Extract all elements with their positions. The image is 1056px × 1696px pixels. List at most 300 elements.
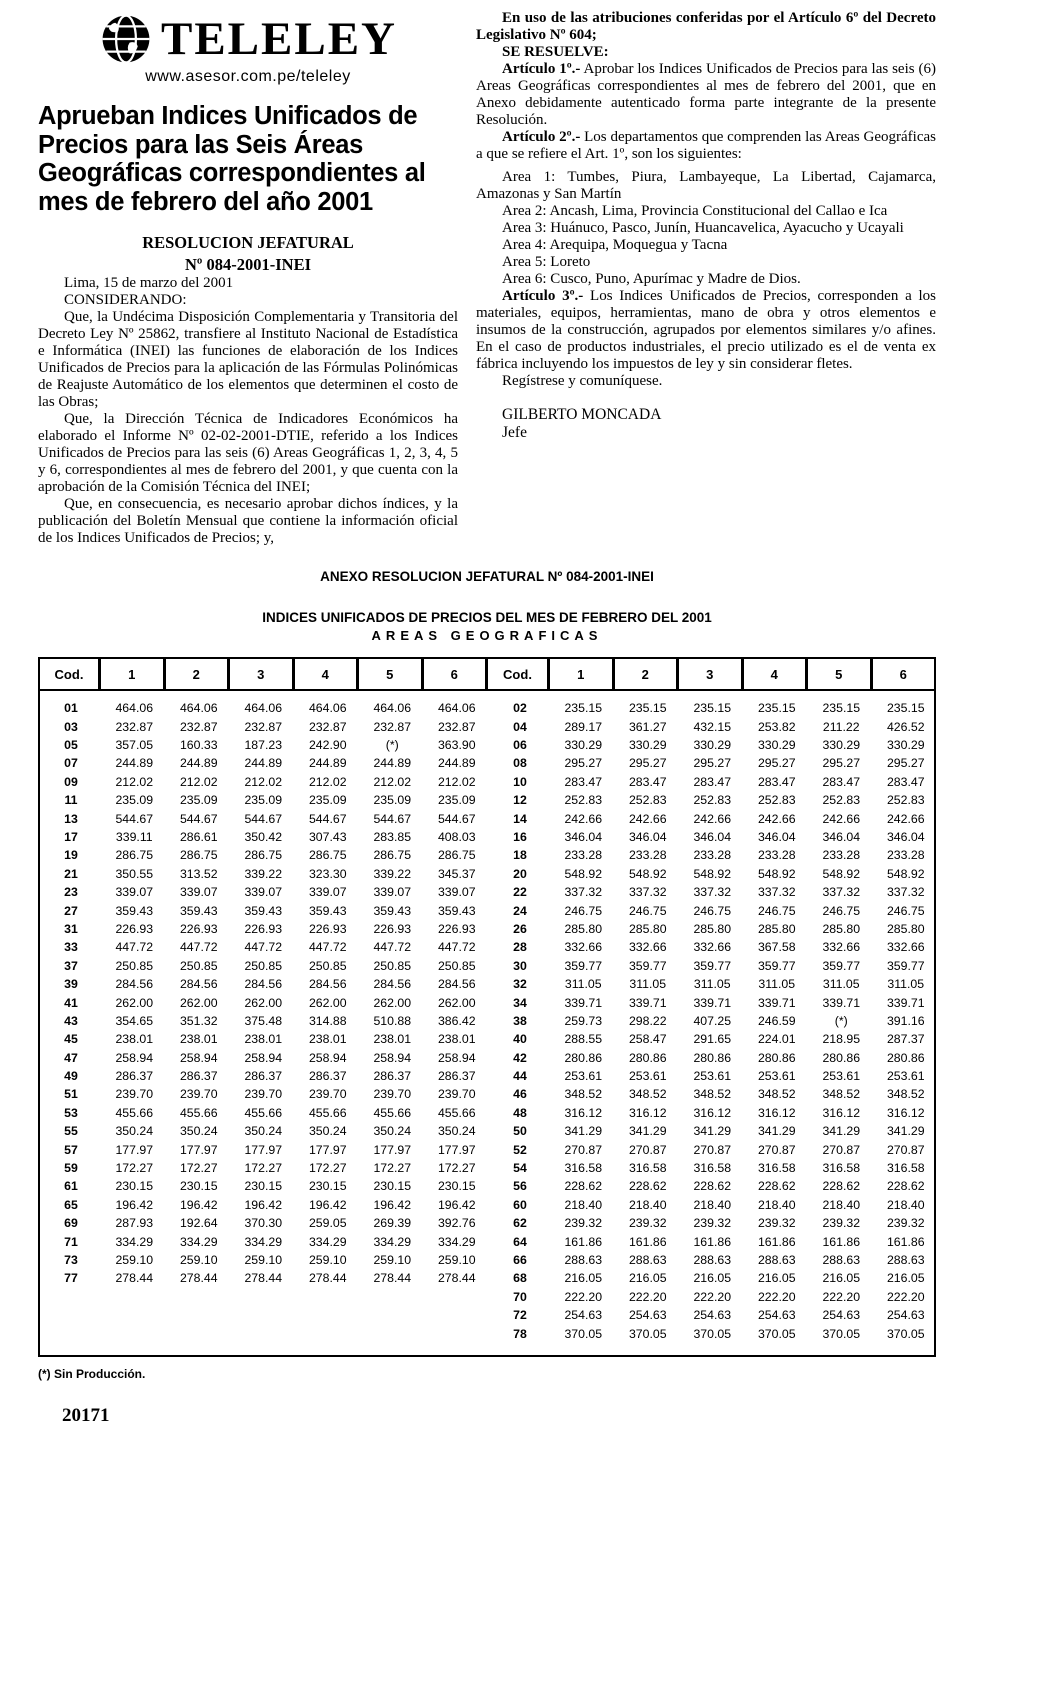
table-value-cell: 548.92 [693, 866, 732, 881]
table-value-cell: 464.06 [244, 701, 283, 716]
table-value-cell: 334.29 [244, 1234, 283, 1249]
table-value-cell: 350.24 [179, 1124, 218, 1139]
table-value-cell: 350.55 [115, 866, 154, 881]
table-value-cell: 258.94 [373, 1050, 412, 1065]
table-value-cell: 228.62 [822, 1179, 861, 1194]
table-value-cell: 316.58 [628, 1161, 667, 1176]
table-value-cell: 218.40 [822, 1197, 861, 1212]
table-value-cell: 254.63 [693, 1308, 732, 1323]
annex-title: ANEXO RESOLUCION JEFATURAL Nº 084-2001-INEI [320, 569, 654, 585]
table-value-cell: 341.29 [757, 1124, 796, 1139]
area-item: Area 5: Loreto [502, 254, 591, 270]
table-value-cell: 295.27 [757, 756, 796, 771]
table-value-cell: 359.77 [757, 958, 796, 973]
table-value-cell: 295.27 [822, 756, 861, 771]
two-column-body [38, 10, 936, 547]
table-value-cell: 286.37 [115, 1069, 154, 1084]
table-value-cell: 239.32 [693, 1216, 732, 1231]
logo-wordmark: TELELEY [160, 12, 398, 65]
table-value-cell: 285.80 [693, 921, 732, 936]
table-value-cell: 455.66 [179, 1105, 218, 1120]
table-value-cell: 339.71 [822, 995, 861, 1010]
table-value-cell: (*) [834, 1013, 848, 1028]
table-value-cell: 235.09 [373, 793, 412, 808]
table-value-cell: 250.85 [179, 958, 218, 973]
table-value-cell: 432.15 [693, 719, 732, 734]
table-row [40, 1030, 934, 1048]
table-value-cell: 235.15 [628, 701, 667, 716]
table-value-cell: 238.01 [308, 1032, 347, 1047]
table-value-cell: 339.07 [437, 885, 476, 900]
table-row [40, 865, 934, 883]
table-value-cell: 339.07 [308, 885, 347, 900]
table-value-cell: 222.20 [693, 1289, 732, 1304]
table-value-cell: 222.20 [628, 1289, 667, 1304]
table-value-cell: 283.47 [564, 774, 603, 789]
table-code-cell: 31 [64, 921, 78, 936]
table-value-cell: 341.29 [886, 1124, 925, 1139]
table-row [40, 1122, 934, 1140]
table-value-cell: 232.87 [308, 719, 347, 734]
table-value-cell: 313.52 [179, 866, 218, 881]
table-code-cell: 32 [513, 977, 527, 992]
table-row [40, 1196, 934, 1214]
table-code-cell: 51 [64, 1087, 78, 1102]
table-code-cell: 39 [64, 977, 78, 992]
table-value-cell: 239.32 [757, 1216, 796, 1231]
table-value-cell: 311.05 [629, 977, 667, 992]
table-row [40, 975, 934, 993]
table-value-cell: 222.20 [886, 1289, 925, 1304]
table-code-cell: 33 [64, 940, 78, 955]
table-value-cell: 253.61 [757, 1069, 796, 1084]
table-value-cell: 311.05 [822, 977, 860, 992]
table-value-cell: 232.87 [179, 719, 218, 734]
table-row [40, 773, 934, 791]
table-value-cell: (*) [385, 738, 399, 753]
table-value-cell: 172.27 [115, 1161, 154, 1176]
table-code-cell: 03 [64, 719, 78, 734]
table-value-cell: 278.44 [373, 1271, 412, 1286]
table-value-cell: 348.52 [693, 1087, 732, 1102]
table-value-cell: 386.42 [437, 1013, 476, 1028]
table-value-cell: 464.06 [373, 701, 412, 716]
table-code-cell: 23 [64, 885, 78, 900]
table-value-cell: 258.94 [308, 1050, 347, 1065]
resolution-title-line1: RESOLUCION JEFATURAL [142, 233, 354, 253]
table-value-cell: 262.00 [373, 995, 412, 1010]
table-value-cell: 288.63 [628, 1252, 667, 1267]
table-value-cell: 464.06 [179, 701, 218, 716]
table-value-cell: 307.43 [308, 829, 347, 844]
table-value-cell: 242.66 [564, 811, 603, 826]
table-value-cell: 447.72 [308, 940, 347, 955]
table-code-cell: 57 [64, 1142, 78, 1157]
table-code-cell: 48 [513, 1105, 527, 1120]
table-value-cell: 330.29 [757, 738, 796, 753]
table-value-cell: 339.71 [628, 995, 667, 1010]
page-number: 20171 [62, 1404, 110, 1426]
table-value-cell: 172.27 [373, 1161, 412, 1176]
table-value-cell: 350.24 [308, 1124, 347, 1139]
table-value-cell: 233.28 [886, 848, 925, 863]
table-value-cell: 254.63 [564, 1308, 603, 1323]
table-value-cell: 330.29 [886, 738, 925, 753]
table-value-cell: 242.66 [757, 811, 796, 826]
table-value-cell: 280.86 [757, 1050, 796, 1065]
table-value-cell: 226.93 [179, 921, 218, 936]
table-code-cell: 17 [64, 829, 78, 844]
table-value-cell: 177.97 [244, 1142, 283, 1157]
table-value-cell: 548.92 [822, 866, 861, 881]
table-value-cell: 426.52 [886, 719, 925, 734]
table-code-cell: 08 [513, 756, 527, 771]
table-value-cell: 196.42 [308, 1197, 347, 1212]
table-value-cell: 218.40 [886, 1197, 925, 1212]
table-value-cell: 284.56 [179, 977, 218, 992]
table-row [40, 1048, 934, 1066]
table-code-cell: 09 [64, 774, 78, 789]
articulo-1-label: Artículo 1º.- [502, 61, 581, 77]
table-value-cell: 280.86 [886, 1050, 925, 1065]
table-value-cell: 239.32 [628, 1216, 667, 1231]
signature-name: GILBERTO MONCADA [502, 406, 662, 423]
table-value-cell: 177.97 [115, 1142, 154, 1157]
table-code-cell: 72 [513, 1308, 527, 1323]
table-value-cell: 337.32 [886, 885, 925, 900]
table-row [40, 1140, 934, 1158]
table-value-cell: 350.24 [373, 1124, 412, 1139]
table-value-cell: 283.47 [693, 774, 732, 789]
table-value-cell: 339.71 [693, 995, 732, 1010]
articulo-3-text: Los Indices Unificados de Precios, corresponden a los materiales, equipos, herramientas, mano de obra y otros elementos e insumos de la construcción, agrupados por elementos similares y/o afines. En el caso de productos industriales, el precio utilizado es el de venta ex fábrica incluyendo los impuestos de ley y sin considerar fletes. [476, 288, 936, 372]
table-value-cell: 259.10 [244, 1252, 283, 1267]
table-header-row [38, 657, 936, 691]
annex-subtitle: INDICES UNIFICADOS DE PRECIOS DEL MES DE FEBRERO DEL 2001 [262, 610, 712, 626]
table-value-cell: 253.61 [628, 1069, 667, 1084]
table-value-cell: 218.40 [757, 1197, 796, 1212]
table-value-cell: 283.47 [628, 774, 667, 789]
table-value-cell: 283.47 [886, 774, 925, 789]
table-value-cell: 253.82 [757, 719, 796, 734]
table-value-cell: 259.10 [373, 1252, 412, 1267]
area-item: Area 1: Tumbes, Piura, Lambayeque, La Libertad, Cajamarca, Amazonas y San Martín [476, 169, 936, 202]
table-value-cell: 370.05 [564, 1326, 603, 1341]
resolution-title-line2: Nº 084-2001-INEI [185, 254, 311, 274]
table-row [40, 791, 934, 809]
table-value-cell: 359.77 [886, 958, 925, 973]
table-code-cell: 04 [513, 719, 527, 734]
left-column [38, 10, 458, 547]
table-value-cell: 253.61 [886, 1069, 925, 1084]
table-code-cell: 12 [513, 793, 527, 808]
table-value-cell: 278.44 [115, 1271, 154, 1286]
table-header-cell: 3 [229, 657, 294, 691]
table-value-cell: 316.12 [564, 1105, 603, 1120]
considerando-paragraph: Que, la Dirección Técnica de Indicadores Económicos ha elaborado el Informe Nº 02-02-2001-DTIE, referido a los Indices Unificados de Precios para las seis (6) Areas Geográficas 1, 2, 3, 4, 5 y 6, correspondientes al mes de febrero del 2001, y que cuenta con la aprobación de la Comisión Técnica del INEI; [38, 411, 458, 496]
table-code-cell: 21 [64, 866, 78, 881]
table-value-cell: 196.42 [373, 1197, 412, 1212]
table-value-cell: 226.93 [115, 921, 154, 936]
table-header-cell: 6 [872, 657, 937, 691]
table-value-cell: 316.58 [693, 1161, 732, 1176]
table-code-cell: 41 [64, 995, 78, 1010]
table-value-cell: 346.04 [822, 829, 861, 844]
table-code-cell: 54 [513, 1161, 527, 1176]
table-row [40, 938, 934, 956]
table-value-cell: 286.75 [179, 848, 218, 863]
table-value-cell: 332.66 [886, 940, 925, 955]
table-value-cell: 262.00 [115, 995, 154, 1010]
table-value-cell: 339.07 [115, 885, 154, 900]
table-value-cell: 254.63 [886, 1308, 925, 1323]
table-value-cell: 235.15 [564, 701, 603, 716]
table-row [40, 1067, 934, 1085]
table-value-cell: 233.28 [757, 848, 796, 863]
table-row [40, 754, 934, 772]
table-code-cell: 49 [64, 1069, 78, 1084]
table-value-cell: 332.66 [822, 940, 861, 955]
table-value-cell: 212.02 [115, 774, 154, 789]
table-value-cell: 235.09 [308, 793, 347, 808]
table-value-cell: 334.29 [308, 1234, 347, 1249]
table-row [40, 1251, 934, 1269]
table-code-cell: 14 [513, 811, 527, 826]
table-value-cell: 216.05 [628, 1271, 667, 1286]
table-value-cell: 286.37 [308, 1069, 347, 1084]
table-value-cell: 337.32 [693, 885, 732, 900]
table-header-cell: 2 [165, 657, 230, 691]
table-value-cell: 447.72 [244, 940, 283, 955]
table-code-cell: 55 [64, 1124, 78, 1139]
table-value-cell: 285.80 [757, 921, 796, 936]
table-code-cell: 66 [513, 1252, 527, 1267]
website-url: www.asesor.com.pe/teleley [145, 68, 351, 85]
table-row [40, 717, 934, 735]
table-value-cell: 316.12 [628, 1105, 667, 1120]
table-value-cell: 455.66 [244, 1105, 283, 1120]
table-value-cell: 233.28 [628, 848, 667, 863]
table-row [40, 1085, 934, 1103]
table-value-cell: 246.75 [757, 903, 796, 918]
table-value-cell: 232.87 [244, 719, 283, 734]
table-value-cell: 548.92 [628, 866, 667, 881]
table-value-cell: 316.12 [693, 1105, 732, 1120]
table-value-cell: 226.93 [373, 921, 412, 936]
table-value-cell: 337.32 [564, 885, 603, 900]
table-value-cell: 161.86 [757, 1234, 796, 1249]
table-value-cell: 232.87 [373, 719, 412, 734]
table-value-cell: 455.66 [308, 1105, 347, 1120]
table-code-cell: 68 [513, 1271, 527, 1286]
table-code-cell: 62 [513, 1216, 527, 1231]
table-value-cell: 161.86 [886, 1234, 925, 1249]
table-value-cell: 280.86 [822, 1050, 861, 1065]
table-value-cell: 548.92 [886, 866, 925, 881]
table-value-cell: 244.89 [179, 756, 218, 771]
signature-block [502, 406, 936, 442]
table-row [40, 901, 934, 919]
table-value-cell: 235.09 [115, 793, 154, 808]
table-value-cell: 284.56 [244, 977, 283, 992]
table-value-cell: 407.25 [693, 1013, 732, 1028]
table-value-cell: 370.05 [628, 1326, 667, 1341]
table-value-cell: 230.15 [115, 1179, 154, 1194]
table-value-cell: 270.87 [693, 1142, 732, 1157]
table-code-cell: 06 [513, 738, 527, 753]
table-code-cell: 24 [513, 903, 527, 918]
table-value-cell: 226.93 [244, 921, 283, 936]
table-header-cell: Cod. [487, 657, 549, 691]
table-value-cell: 216.05 [822, 1271, 861, 1286]
table-value-cell: 212.02 [244, 774, 283, 789]
table-code-cell: 50 [513, 1124, 527, 1139]
table-value-cell: 172.27 [308, 1161, 347, 1176]
table-value-cell: 233.28 [564, 848, 603, 863]
table-value-cell: 254.63 [822, 1308, 861, 1323]
table-value-cell: 252.83 [628, 793, 667, 808]
table-code-cell: 69 [64, 1216, 78, 1231]
table-value-cell: 544.67 [115, 811, 154, 826]
table-value-cell: 238.01 [437, 1032, 476, 1047]
table-value-cell: 230.15 [179, 1179, 218, 1194]
table-value-cell: 357.05 [115, 738, 154, 753]
table-value-cell: 258.94 [244, 1050, 283, 1065]
table-value-cell: 316.58 [757, 1161, 796, 1176]
table-code-cell: 30 [513, 958, 527, 973]
table-value-cell: 250.85 [437, 958, 476, 973]
table-value-cell: 250.85 [244, 958, 283, 973]
table-value-cell: 359.77 [628, 958, 667, 973]
table-value-cell: 295.27 [628, 756, 667, 771]
table-value-cell: 286.75 [373, 848, 412, 863]
table-value-cell: 346.04 [693, 829, 732, 844]
table-header-cell: 2 [614, 657, 679, 691]
table-value-cell: 218.40 [693, 1197, 732, 1212]
table-value-cell: 226.93 [308, 921, 347, 936]
table-value-cell: 172.27 [437, 1161, 476, 1176]
table-value-cell: 246.75 [693, 903, 732, 918]
table-header-cell: Cod. [38, 657, 100, 691]
table-value-cell: 359.43 [244, 903, 283, 918]
table-row [40, 828, 934, 846]
table-value-cell: 278.44 [437, 1271, 476, 1286]
table-value-cell: 334.29 [437, 1234, 476, 1249]
table-row [40, 883, 934, 901]
table-value-cell: 323.30 [308, 866, 347, 881]
table-value-cell: 392.76 [437, 1216, 476, 1231]
table-value-cell: 252.83 [757, 793, 796, 808]
right-column [476, 10, 936, 547]
table-value-cell: 285.80 [564, 921, 603, 936]
table-row [40, 1232, 934, 1250]
table-value-cell: 283.85 [373, 829, 412, 844]
table-value-cell: 270.87 [628, 1142, 667, 1157]
table-value-cell: 239.70 [308, 1087, 347, 1102]
table-value-cell: 239.70 [373, 1087, 412, 1102]
table-value-cell: 235.15 [693, 701, 732, 716]
table-code-cell: 11 [64, 793, 78, 808]
table-value-cell: 239.70 [179, 1087, 218, 1102]
table-value-cell: 330.29 [628, 738, 667, 753]
table-value-cell: 363.90 [437, 738, 476, 753]
table-value-cell: 339.07 [244, 885, 283, 900]
table-value-cell: 177.97 [308, 1142, 347, 1157]
table-value-cell: 354.65 [115, 1013, 154, 1028]
table-value-cell: 339.71 [886, 995, 925, 1010]
table-value-cell: 339.22 [244, 866, 283, 881]
table-code-cell: 65 [64, 1197, 78, 1212]
table-value-cell: 285.80 [628, 921, 667, 936]
table-code-cell: 78 [513, 1326, 527, 1341]
table-value-cell: 544.67 [437, 811, 476, 826]
table-value-cell: 228.62 [693, 1179, 732, 1194]
table-value-cell: 339.07 [179, 885, 218, 900]
table-value-cell: 330.29 [564, 738, 603, 753]
table-value-cell: 246.75 [822, 903, 861, 918]
table-value-cell: 259.10 [115, 1252, 154, 1267]
table-code-cell: 18 [513, 848, 527, 863]
table-value-cell: 252.83 [564, 793, 603, 808]
table-value-cell: 348.52 [564, 1087, 603, 1102]
table-value-cell: 253.61 [693, 1069, 732, 1084]
table-value-cell: 196.42 [244, 1197, 283, 1212]
table-footnote: (*) Sin Producción. [38, 1366, 146, 1381]
table-value-cell: 216.05 [693, 1271, 732, 1286]
table-value-cell: 280.86 [628, 1050, 667, 1065]
table-value-cell: 291.65 [693, 1032, 732, 1047]
table-value-cell: 544.67 [308, 811, 347, 826]
table-header-cell: 4 [294, 657, 359, 691]
table-value-cell: 286.37 [437, 1069, 476, 1084]
table-value-cell: 161.86 [822, 1234, 861, 1249]
table-value-cell: 228.62 [886, 1179, 925, 1194]
table-value-cell: 288.63 [822, 1252, 861, 1267]
table-value-cell: 447.72 [437, 940, 476, 955]
table-value-cell: 288.63 [564, 1252, 603, 1267]
table-value-cell: 270.87 [564, 1142, 603, 1157]
table-row [40, 1324, 934, 1342]
table-value-cell: 226.93 [437, 921, 476, 936]
table-code-cell: 52 [513, 1142, 527, 1157]
table-code-cell: 77 [64, 1271, 78, 1286]
table-value-cell: 222.20 [822, 1289, 861, 1304]
table-header-cell: 6 [423, 657, 488, 691]
table-value-cell: 222.20 [757, 1289, 796, 1304]
table-value-cell: 218.40 [628, 1197, 667, 1212]
table-value-cell: 160.33 [179, 738, 218, 753]
table-value-cell: 238.01 [115, 1032, 154, 1047]
table-value-cell: 161.86 [564, 1234, 603, 1249]
table-value-cell: 242.90 [308, 738, 347, 753]
areas-list [476, 169, 936, 288]
table-value-cell: 216.05 [886, 1271, 925, 1286]
table-value-cell: 350.42 [244, 829, 283, 844]
table-value-cell: 346.04 [628, 829, 667, 844]
table-code-cell: 01 [64, 701, 78, 716]
table-value-cell: 286.37 [373, 1069, 412, 1084]
table-value-cell: 334.29 [179, 1234, 218, 1249]
table-row [40, 1288, 934, 1306]
table-value-cell: 192.64 [179, 1216, 218, 1231]
table-code-cell: 56 [513, 1179, 527, 1194]
table-value-cell: 341.29 [564, 1124, 603, 1139]
table-value-cell: 348.52 [757, 1087, 796, 1102]
table-value-cell: 359.43 [437, 903, 476, 918]
table-value-cell: 270.87 [757, 1142, 796, 1157]
table-row [40, 1159, 934, 1177]
table-code-cell: 28 [513, 940, 527, 955]
